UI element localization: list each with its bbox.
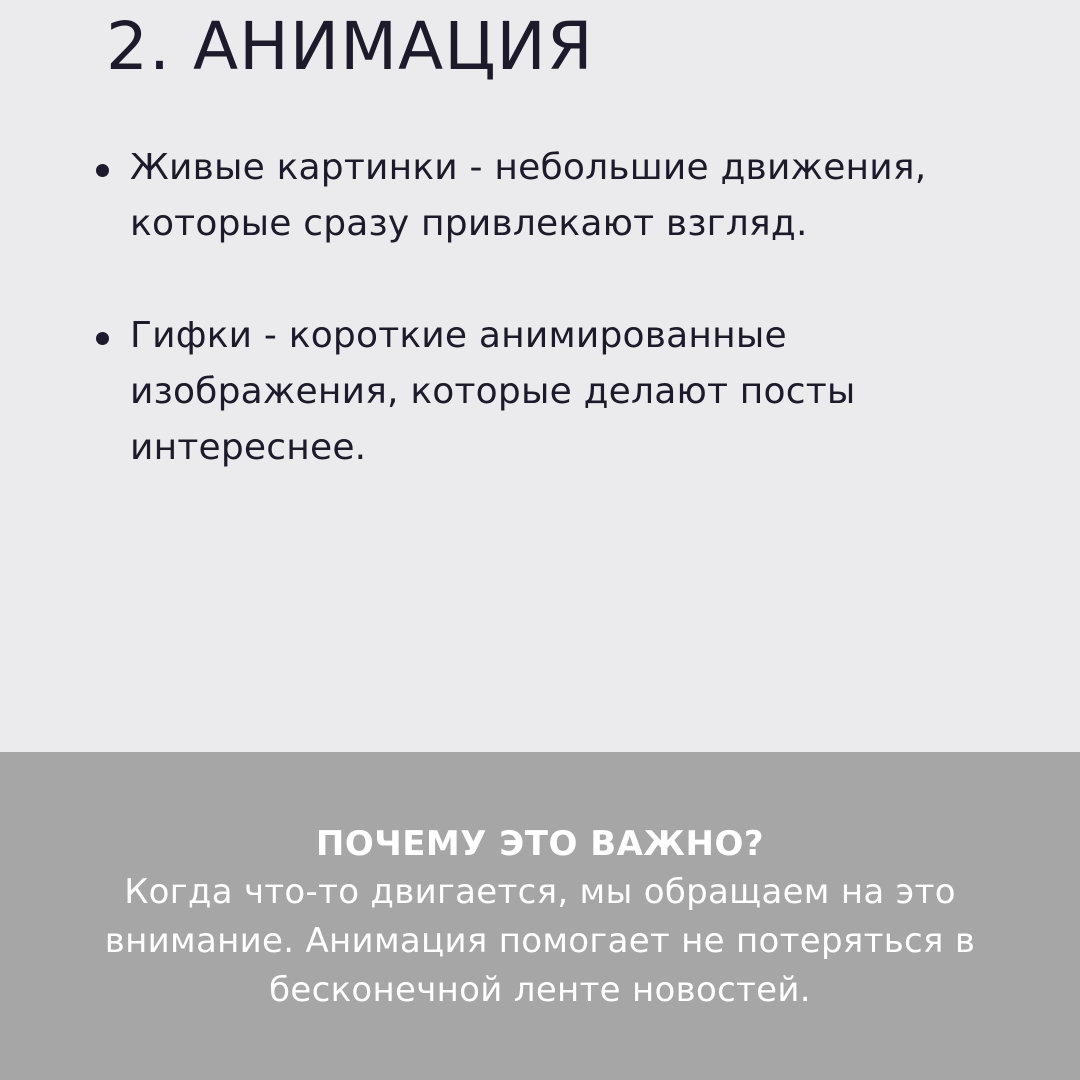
why-important-text: Когда что-то двигается, мы обращаем на это внимание. Анимация помогает не потеряться в бесконечной ленте новостей. <box>104 872 976 1010</box>
bullet-text: Гифки - короткие анимированные изображения, которые делают посты интереснее. <box>130 315 856 468</box>
bullet-text: Живые картинки - небольшие движения, которые сразу привлекают взгляд. <box>130 147 927 244</box>
why-important-panel <box>0 752 1080 1080</box>
bullet-dot-icon <box>96 164 109 177</box>
bullet-dot-icon <box>96 332 109 345</box>
why-important-title: ПОЧЕМУ ЭТО ВАЖНО? <box>315 824 765 864</box>
bullet-item-gifs <box>92 308 1042 476</box>
slide-heading: 2. АНИМАЦИЯ <box>106 8 594 85</box>
bullet-list <box>92 140 1042 532</box>
bullet-item-live-pictures <box>92 140 1042 252</box>
